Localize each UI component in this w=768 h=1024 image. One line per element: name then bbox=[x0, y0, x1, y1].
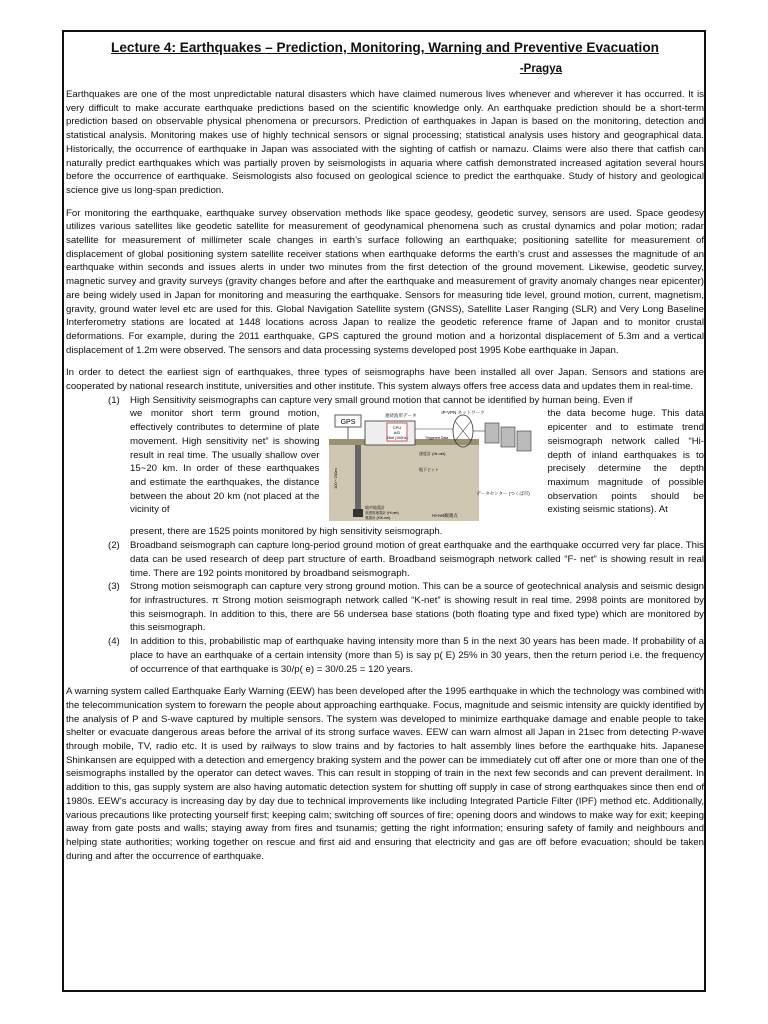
paragraph-eew: A warning system called Earthquake Early Warning (EEW) has been developed after the 1995 earthquake in which the technology was combined with the telecommunication system to forewarn the people about approaching earthquake. Focus, magnitude and seismic intensity are quickly identified by the analysis of P and S-wave captured by multiple sensors. The system was developed to minimize earthquake damage and enable people to take shelter or evacuate dangerous areas before the arrival of its strong surface waves. EEW can warn almost all Japan in 21sec from detecting P-wave through mobile, TV, radio etc. It is used by railways to slow trains and by factories to halt assembly lines before the earthquake hits. Japanese Shinkansen are equipped with a detection and emergency braking system and the power can be immediately cut off after one or more than one of the seismographs installed by the operator can detect waves. This can result in stopping of train in the next few seconds and can prevent derailment. In addition to this, gas supply system are also having automatic detection system for shutting off supply in case of strong earthquakes since then end of 1980s. EEW’s accuracy is increasing day by day due to technical improvements like including Integrated Particle Filter (IPF) method etc. Additionally, various precautions like protecting yourself first; keeping calm; switching off sources of fire; opening doors and windows to make way for exit; keeping away from gate posts and walls; staying away from fires and tsunamis; getting the right information; ensuring safety of family and neighbours and helping state authorities; working together on rescue and first aid and ensuring that electricity and gas are off before evacuation; should be taken during and after the occurrence of earthquake. bbox=[66, 686, 704, 862]
figure-row bbox=[130, 407, 704, 525]
seismograph-list bbox=[66, 394, 704, 676]
svg-text:IP-VPN ネットワーク: IP-VPN ネットワーク bbox=[441, 410, 486, 416]
author-name: -Pragya bbox=[519, 63, 562, 75]
list-item-text: In addition to this, probabilistic map of earthquake having intensity more than 5 in the next 30 years has been made. If probability of a place to have an earthquake of a certain intensity (more than 5) is say p( E) 25% in 30 years, then the return period i.e. the frequency of occurrence of that earthquake is 30/p( e) = 30/0.25 = 120 years. bbox=[130, 636, 704, 675]
svg-text:データセンター (つくば市): データセンター (つくば市) bbox=[476, 491, 531, 497]
paragraph-seismographs: In order to detect the earliest sign of earthquakes, three types of seismographs have been installed all over Japan. Sensors and stations are cooperated by national research institute, universities and other institute. This system always offers free access data and updates them in real-time. bbox=[66, 367, 704, 393]
list-number: (3) bbox=[108, 581, 120, 593]
list-item-text: Broadband seismograph can capture long-period ground motion of great earthquake and the earthquake occurred very far place. This data can be used research of deep part structure of earth. Broadband seismograph network called “F- net” is showing result in real time. There are 192 points monitored by broadband seismograph. bbox=[130, 540, 704, 579]
list-item-text-left: we monitor short term ground motion, effectively contributes to determine of plate movement. High sensitivity net” is showing result in real time. The usually shallow over 15~20 km. In order of these earthquakes and estimate the earthquakes, the distance between the about 20 km (not placed at the vicinity of bbox=[130, 408, 320, 516]
list-item-text-right: the data become huge. This data epicenter and to estimate trend seismograph network called “Hi-depth of inland earthquakes is to precisely determine the depth maximum magnitude of possible observation points should be existing seismic stations). At bbox=[547, 408, 704, 516]
gps-label: GPS bbox=[341, 419, 356, 427]
list-number: (2) bbox=[108, 540, 120, 552]
svg-text:100〜200m: 100〜200m bbox=[333, 468, 339, 490]
paragraph-monitoring: For monitoring the earthquake, earthquake survey observation methods like space geodesy, geodetic survey, sensors are used. Space geodesy utilizes various satellites like geodetic satellite for measurement of geodynamical phenomena such as crustal dynamics and polar motion; radar satellite for measurement of millimeter scale changes in earth’s surface following an earthquake; positioning satellite for measurement of displacement of global positioning system satellite receiver stations when earthquake deforms the earth’s crust and assesses the magnitude of an earthquake within seconds and issues alerts in under two minutes from the first detection of the ground movement. Likewise, geodetic survey, magnetic survey and gravity surveys (gravity changes before and after the earthquake and measurement of gravity anomaly changes near epicenter) are being widely used in Japan for monitoring and measuring the earthquake. Sensors for measuring tide level, ground motion, current, magnetism, gravity, ground water level etc are used for this. Global Navigation Satellite system (GNSS), Satellite Laser Ranging (SLR) and Very Long Baseline Interferometry stations are located at 1448 locations across Japan to realize the geodetic reference frame of Japan and to monitor crustal deformations. For example, during the 2011 earthquake, GPS captured the ground motion and a horizontal displacement of 5.3m and a vertical displacement of 1.2m were observed. The sensors and data processing systems developed post 1995 Kobe earthquake in Japan. bbox=[66, 207, 704, 356]
list-item-text: Strong motion seismograph can capture very strong ground motion. This can be a source of geotechnical analysis and seismic design for infrastructures. π Strong motion seismograph network called “K-net” is showing result in real time. 2998 points are monitored by this seismograph. In addition to this, there are 56 undersea base stations (both floating type and fixed type) which are monitored by this seismograph. bbox=[130, 581, 704, 634]
svg-text:Triggered Data: Triggered Data bbox=[425, 436, 449, 441]
hi-net-station-diagram bbox=[325, 409, 539, 525]
document-title: Lecture 4: Earthquakes – Prediction, Monitoring, Warning and Preventive Evacuation bbox=[111, 40, 659, 55]
svg-text:24bit (100Hz): 24bit (100Hz) bbox=[386, 436, 408, 441]
document-page bbox=[62, 30, 706, 992]
borehole bbox=[355, 445, 361, 517]
svg-text:強震計 (KiK-net): 強震計 (KiK-net) bbox=[365, 516, 391, 521]
svg-text:連続波形データ: 連続波形データ bbox=[385, 413, 417, 419]
list-item bbox=[66, 580, 704, 635]
document-content bbox=[66, 36, 704, 863]
svg-text:地下ピット: 地下ピット bbox=[419, 467, 440, 473]
list-item-text-bottom: present, there are 1525 points monitored by high sensitivity seismograph. bbox=[130, 526, 443, 538]
svg-text:CPU: CPU bbox=[393, 425, 402, 431]
svg-text:Hi-net観測点: Hi-net観測点 bbox=[432, 513, 459, 519]
list-number: (1) bbox=[108, 394, 120, 406]
svg-text:速度計 (Hi-net): 速度計 (Hi-net) bbox=[419, 451, 446, 457]
list-item-text-top: High Sensitivity seismographs can capture very small ground motion that cannot be identified by human being. Even if bbox=[130, 394, 633, 406]
list-number: (4) bbox=[108, 636, 120, 648]
list-item bbox=[66, 635, 704, 676]
svg-text:A/D: A/D bbox=[394, 430, 401, 436]
list-item bbox=[66, 539, 704, 580]
paragraph-intro: Earthquakes are one of the most unpredictable natural disasters which have claimed numerous lives whenever and wherever it has occurred. It is very difficult to make accurate earthquake predictions based on the scientific knowledge only. An earthquake prediction should be a short-term prediction based on observable physical phenomena or precursors. Prediction of earthquakes in Japan is based on the monitoring, detection and statistical analysis. Monitoring makes use of highly technical sensors or signal processing; statistical analysis uses history and geographical data. Historically, the occurrence of earthquake in Japan was associated with the sighting of catfish or namazu. Claims were also there that catfish can naturally predict earthquakes which was partially proven by seismologists in aquaria where catfish demonstrated increased agitation several hours before the occurrence of earthquake. Seismologists also focused on geological science to predict the earthquake. Study of history and geological science give us long-span prediction. bbox=[66, 89, 704, 196]
list-item bbox=[66, 394, 704, 539]
ground-layer bbox=[329, 439, 479, 521]
svg-text:地中地震計: 地中地震計 bbox=[365, 505, 386, 511]
svg-text:高感度地震計 (Hi-net): 高感度地震計 (Hi-net) bbox=[365, 511, 400, 516]
